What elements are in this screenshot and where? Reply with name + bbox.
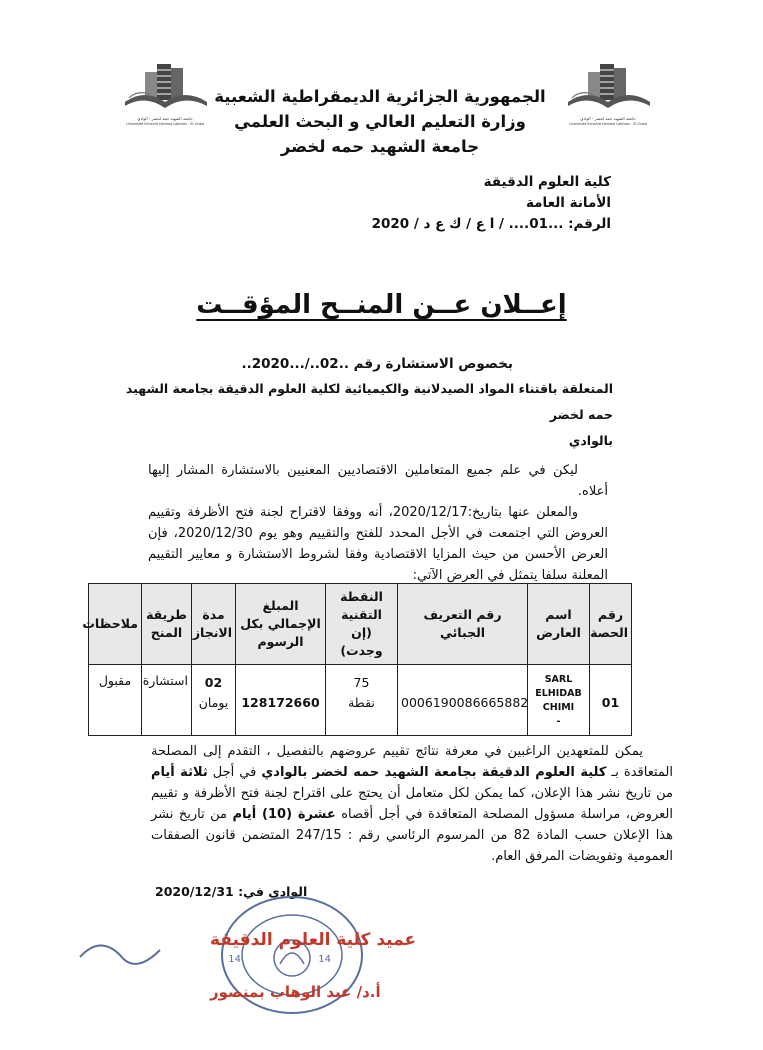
republic-name: الجمهورية الجزائرية الديمقراطية الشعبية	[214, 87, 546, 106]
cell-amount: 128172660	[236, 665, 326, 736]
objection-text-bold-2: ثلاثة أيام	[151, 765, 208, 780]
technical-score-unit: نقطة	[348, 695, 375, 710]
university-name: جامعة الشهيد حمه لخضر	[280, 137, 480, 156]
header-technical-score: النقطة التقنية (إن وجدت)	[326, 584, 398, 665]
objection-text-4: من تاريخ نشر هذا الإعلان حسب المادة 82 من المرسوم الرئاسي رقم : 247/15 المتضمن قانون الصفقات العمومية وتفويضات المرفق العام.	[151, 807, 673, 864]
table-row	[89, 665, 632, 736]
table-header-row	[89, 584, 632, 665]
office-name: الأمانة العامة	[526, 195, 611, 211]
header-amount: المبلغ الإجمالي بكل الرسوم	[236, 584, 326, 665]
seal-number-left: 14	[228, 954, 241, 965]
letterhead	[200, 84, 560, 159]
university-logo-right	[558, 58, 658, 128]
signature-date: الوادي في: 2020/12/31	[155, 884, 308, 899]
header-tax-id: رقم التعريف الجبائي	[398, 584, 528, 665]
ministry-name: وزارة التعليم العالي و البحث العلمي	[234, 112, 526, 131]
cell-notes: مقبول	[89, 665, 142, 736]
cell-award-method: استشارة	[142, 665, 192, 736]
cell-lot: 01	[590, 665, 632, 736]
dean-stamp-line2: أ.د/ عبد الوهاب بمنصور	[210, 983, 381, 1001]
header-duration: مدة الانجاز	[192, 584, 236, 665]
seal-number-right: 14	[318, 954, 331, 965]
faculty-name: كلية العلوم الدقيقة	[483, 174, 611, 190]
cell-bidder	[528, 665, 590, 736]
header-notes: ملاحظات	[89, 584, 142, 665]
header-lot: رقم الحصة	[590, 584, 632, 665]
signature-scribble	[80, 945, 160, 963]
objection-text	[151, 741, 673, 867]
bidder-suffix: -	[556, 716, 561, 727]
reference-number: الرقم: ...01.... / ا ع / ك ع د / 2020	[371, 216, 611, 232]
page-title: إعــلان عــن المنــح المؤقــت	[196, 290, 567, 320]
consultation-object: المتعلقة باقتناء المواد الصيدلانية والكيميائية لكلية العلوم الدقيقة بجامعة الشهيد حمه لخضر	[125, 381, 613, 422]
consultation-object-city: بالوادي	[568, 433, 613, 448]
logo-caption-fr: Université Echahid Hamma Lakhdar - El-Oued	[569, 122, 647, 126]
announcement-sentence-2: والمعلن عنها بتاريخ:2020/12/17، أنه ووفقا لاقتراح لجنة فتح الأظرفة وتقييم العروض التي اجتمعت في الأجل المحدد للفتح والتقييم وهو يوم 2020/12/30، فإن العرض الأحسن من حيث المزايا الاقتصادية وفقا لشروط الاستشارة و معايير التقييم المعلنة سلفا يتمثل في العرض الآتي:	[148, 505, 608, 583]
logo-caption	[558, 114, 658, 128]
header-bidder: اسم العارض	[528, 584, 590, 665]
subject-block	[113, 352, 613, 454]
cell-duration	[192, 665, 236, 736]
objection-text-3: من تاريخ نشر هذا الإعلان، كما يمكن لكل متعامل أن يحتج على اقتراح لجنة فتح الأظرفة و تقييم العروض، مراسلة مسؤول المصلحة المتعاقدة في أجل أقصاه	[151, 786, 673, 822]
objection-text-bold-3: عشرة (10) أيام	[232, 807, 336, 822]
logo-caption-ar: جامعة الشهيد حمه لخضر - الوادي	[137, 116, 193, 121]
announcement-paragraph	[148, 460, 608, 586]
bidder-name: SARL ELHIDAB CHIMI	[535, 674, 582, 713]
logo-caption-ar: جامعة الشهيد حمه لخضر - الوادي	[580, 116, 636, 121]
cell-tax-id: 0006190086665882	[398, 665, 528, 736]
dean-stamp-line1: عميد كلية العلوم الدقيقة	[210, 930, 417, 950]
header-award-method: طريقة المنح	[142, 584, 192, 665]
award-table	[82, 583, 632, 736]
objection-text-bold-1: كلية العلوم الدقيقة بجامعة الشهيد حمه لخضر بالوادي	[261, 765, 607, 780]
cell-technical-score	[326, 665, 398, 736]
objection-text-2: في أجل	[212, 765, 257, 780]
duration-value: 02	[204, 675, 223, 690]
technical-score-value: 75	[353, 675, 370, 690]
faculty-block	[372, 172, 611, 235]
objection-paragraph	[151, 741, 673, 867]
consultation-number: بخصوص الاستشارة رقم ..02../...2020..	[241, 356, 513, 372]
objection-text-1: يمكن للمتعهدين الراغبين في معرفة نتائج تقييم عروضهم بالتفصيل ، التقدم إلى المصلحة المتعاقدة بـ	[151, 744, 673, 780]
duration-unit: يومان	[198, 695, 229, 710]
logo-caption-fr: Université Echahid Hamma Lakhdar - El-Oued	[126, 122, 204, 126]
announcement-sentence-1: ليكن في علم جميع المتعاملين الاقتصاديين المعنيين بالاستشارة المشار إليها أعلاه.	[148, 463, 608, 499]
